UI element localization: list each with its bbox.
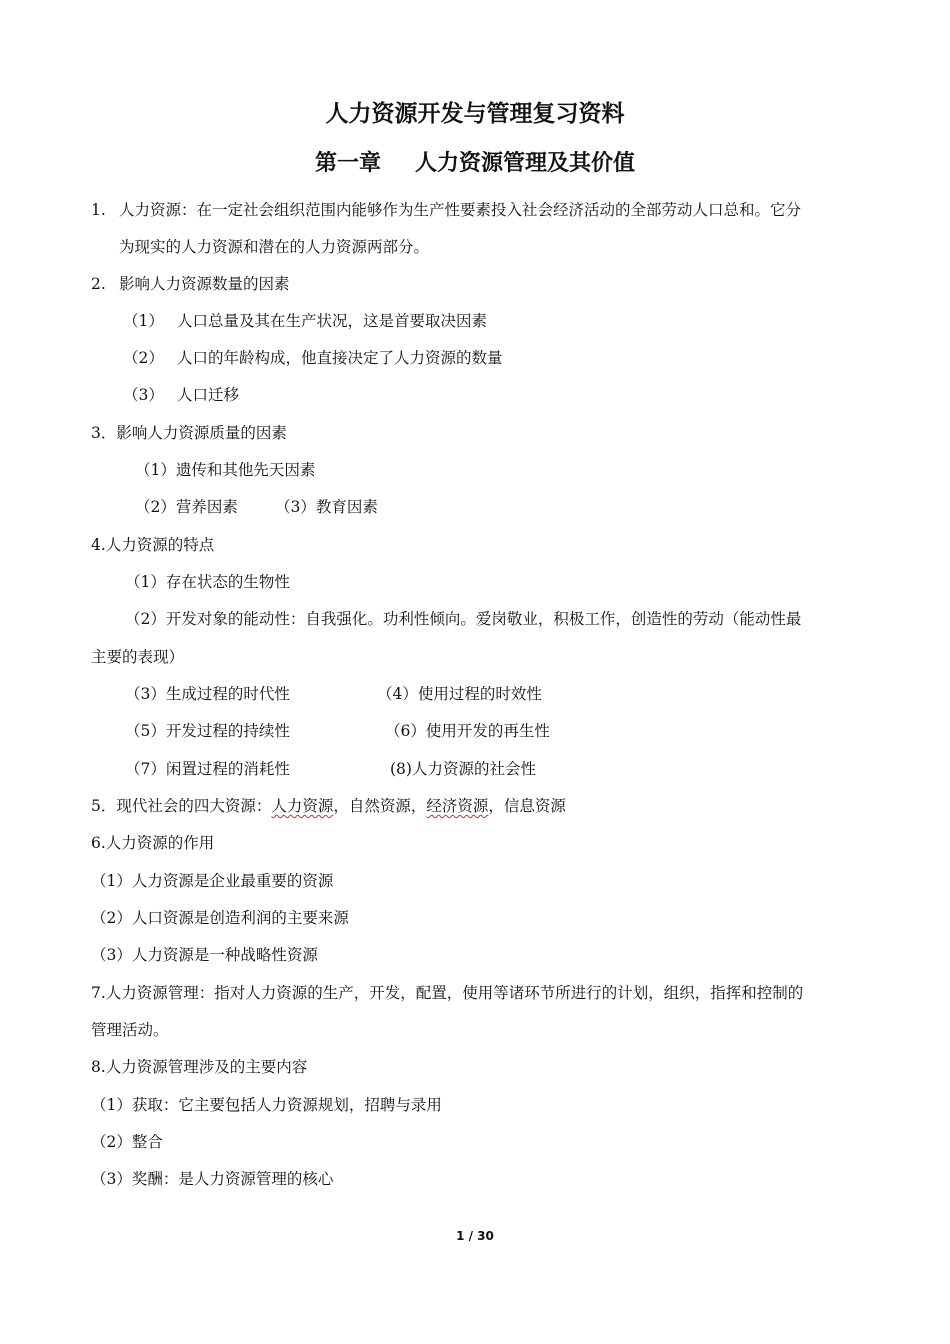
item-7-line-2: 管理活动。 — [91, 1021, 169, 1039]
item-6-sub-2: （2）人口资源是创造利润的主要来源 — [91, 909, 349, 927]
item-2-heading — [91, 274, 290, 294]
item-2-sub-2 — [123, 348, 503, 368]
item-6-heading: 6.人力资源的作用 — [91, 834, 215, 852]
sub-number: （2） — [123, 349, 164, 367]
item-2-sub-3 — [123, 385, 239, 405]
item-number: 1. — [91, 201, 106, 219]
item-5-text: ，信息资源 — [488, 797, 566, 815]
item-4-sub-2: （2）开发对象的能动性：自我强化。功利性倾向。爱岗敬业，积极工作，创造性的劳动（能动性最 — [125, 610, 802, 628]
sub-text: 人口总量及其在生产状况，这是首要取决因素 — [177, 312, 488, 330]
item-4-sub-8: (8)人力资源的社会性 — [390, 760, 536, 778]
item-number: 2. — [91, 275, 106, 293]
chapter-title — [0, 146, 950, 177]
item-8-heading: 8.人力资源管理涉及的主要内容 — [91, 1058, 308, 1076]
item-4-sub-4: （4）使用过程的时效性 — [377, 685, 542, 703]
spellcheck-flagged-word: 经济资源 — [426, 797, 489, 815]
item-text: 影响人力资源数量的因素 — [119, 275, 290, 293]
chapter-name: 人力资源管理及其价值 — [415, 151, 636, 176]
item-7-line-1: 7.人力资源管理：指对人力资源的生产，开发，配置，使用等诸环节所进行的计划，组织，指挥和控制的 — [91, 984, 804, 1002]
item-3-heading: 3．影响人力资源质量的因素 — [91, 424, 287, 442]
item-4-sub-5: （5）开发过程的持续性 — [125, 722, 290, 740]
item-8-sub-2: （2）整合 — [91, 1133, 163, 1151]
item-text: 人力资源：在一定社会组织范围内能够作为生产性要素投入社会经济活动的全部劳动人口总和。它分 — [119, 201, 802, 219]
item-4-sub-2-cont: 主要的表现） — [91, 648, 185, 666]
item-3-sub-2: （2）营养因素 — [135, 498, 238, 516]
spellcheck-flagged-word: 人力资源 — [271, 797, 334, 815]
item-5-text: ，自然资源， — [333, 797, 427, 815]
item-3-sub-3: （3）教育因素 — [275, 498, 378, 516]
item-4-sub-1: （1）存在状态的生物性 — [125, 573, 290, 591]
chapter-label: 第一章 — [314, 151, 381, 176]
item-5-prefix: 5．现代社会的四大资源： — [91, 797, 272, 815]
page-number: 1 / 30 — [456, 1229, 494, 1243]
item-4-sub-7: （7）闲置过程的消耗性 — [125, 760, 290, 778]
item-2-sub-1 — [123, 311, 487, 331]
item-4-sub-3: （3）生成过程的时代性 — [125, 685, 290, 703]
document-title: 人力资源开发与管理复习资料 — [325, 101, 625, 127]
item-8-sub-3: （3）奖酬：是人力资源管理的核心 — [91, 1170, 334, 1188]
sub-number: （1） — [123, 312, 164, 330]
sub-text: 人口迁移 — [177, 386, 240, 404]
item-5 — [91, 796, 566, 816]
item-1-line-2: 为现实的人力资源和潜在的人力资源两部分。 — [119, 238, 430, 256]
item-1-line-1 — [91, 200, 801, 220]
sub-text: 人口的年龄构成，他直接决定了人力资源的数量 — [177, 349, 503, 367]
item-8-sub-1: （1）获取：它主要包括人力资源规划，招聘与录用 — [91, 1096, 442, 1114]
item-4-heading: 4.人力资源的特点 — [91, 536, 215, 554]
item-3-sub-1: （1）遗传和其他先天因素 — [135, 461, 316, 479]
item-6-sub-1: （1）人力资源是企业最重要的资源 — [91, 872, 334, 890]
sub-number: （3） — [123, 386, 164, 404]
item-4-sub-6: （6）使用开发的再生性 — [385, 722, 550, 740]
item-6-sub-3: （3）人力资源是一种战略性资源 — [91, 946, 318, 964]
